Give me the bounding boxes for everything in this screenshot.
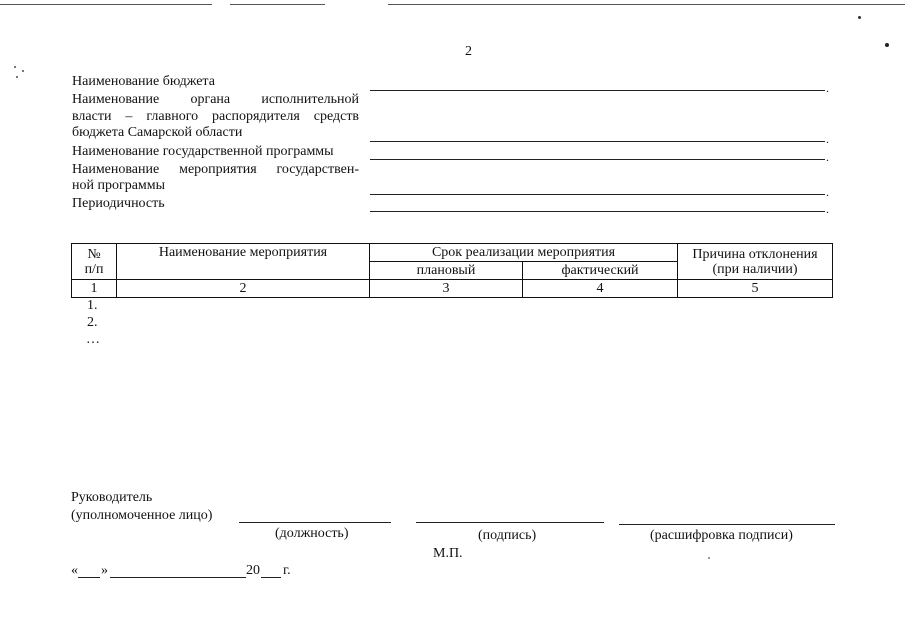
scan-edge-line (0, 4, 212, 5)
col-header-reason: Причина отклонения (при наличии) (678, 244, 833, 280)
col-header-planned: плановый (370, 262, 523, 280)
scan-speck (22, 70, 24, 72)
scan-edge-line (230, 4, 325, 5)
scan-speck (14, 66, 16, 68)
date-year-prefix: 20 (246, 563, 260, 578)
field-end-dot: . (826, 202, 829, 216)
scan-speck (885, 43, 889, 47)
list-item: 1. (87, 298, 98, 313)
periodicity-label: Периодичность (72, 196, 165, 211)
events-table (71, 243, 833, 298)
table-cell: 3 (370, 280, 523, 298)
head-label: Руководитель (71, 490, 153, 505)
decode-field-line[interactable] (619, 524, 835, 525)
scan-speck (16, 76, 18, 78)
date-day-field-line[interactable] (78, 577, 100, 578)
authority-label-line2: власти – главного распорядителя средств (72, 109, 360, 124)
date-close-quote: » (101, 563, 108, 578)
table-cell: 1 (72, 280, 117, 298)
budget-name-field-line[interactable] (370, 90, 825, 91)
col-header-number: № п/п (72, 244, 117, 280)
table-cell: 5 (678, 280, 833, 298)
field-end-dot: . (826, 185, 829, 199)
authority-label-line1: Наименование органа исполнительной (72, 92, 360, 107)
position-field-line[interactable] (239, 522, 391, 523)
col-header-actual: фактический (523, 262, 678, 280)
list-item: … (86, 332, 100, 347)
table-cell: 4 (523, 280, 678, 298)
table-header-row-1 (72, 244, 833, 262)
field-end-dot: . (826, 81, 829, 95)
list-item: 2. (87, 315, 98, 330)
scan-edge-line (388, 4, 905, 5)
col-header-term: Срок реализации мероприятия (370, 244, 678, 262)
event-label-line2: ной программы (72, 178, 166, 193)
program-name-label: Наименование государственной программы (72, 144, 334, 159)
scan-speck (708, 557, 710, 559)
page-number: 2 (465, 44, 472, 59)
field-end-dot: . (826, 132, 829, 146)
date-open-quote: « (71, 563, 78, 578)
head-sublabel: (уполномоченное лицо) (71, 508, 213, 523)
authority-label-line3: бюджета Самарской области (72, 125, 243, 140)
decode-caption: (расшифровка подписи) (650, 528, 793, 543)
date-month-field-line[interactable] (110, 577, 246, 578)
signature-caption: (подпись) (478, 528, 537, 543)
stamp-place: М.П. (433, 546, 463, 561)
date-year-field-line[interactable] (261, 577, 281, 578)
field-end-dot: . (826, 150, 829, 164)
periodicity-field-line[interactable] (370, 211, 825, 212)
event-name-field-line[interactable] (370, 194, 825, 195)
col-header-event-name: Наименование мероприятия (117, 244, 370, 280)
table-cell: 2 (117, 280, 370, 298)
budget-name-label: Наименование бюджета (72, 74, 215, 89)
scan-speck (858, 16, 861, 19)
position-caption: (должность) (275, 526, 349, 541)
date-year-suffix: г. (283, 563, 291, 578)
table-numbering-row (72, 280, 833, 298)
signature-field-line[interactable] (416, 522, 604, 523)
authority-field-line[interactable] (370, 141, 825, 142)
program-name-field-line[interactable] (370, 159, 825, 160)
event-label-line1: Наименование мероприятия государствен- (72, 162, 359, 177)
